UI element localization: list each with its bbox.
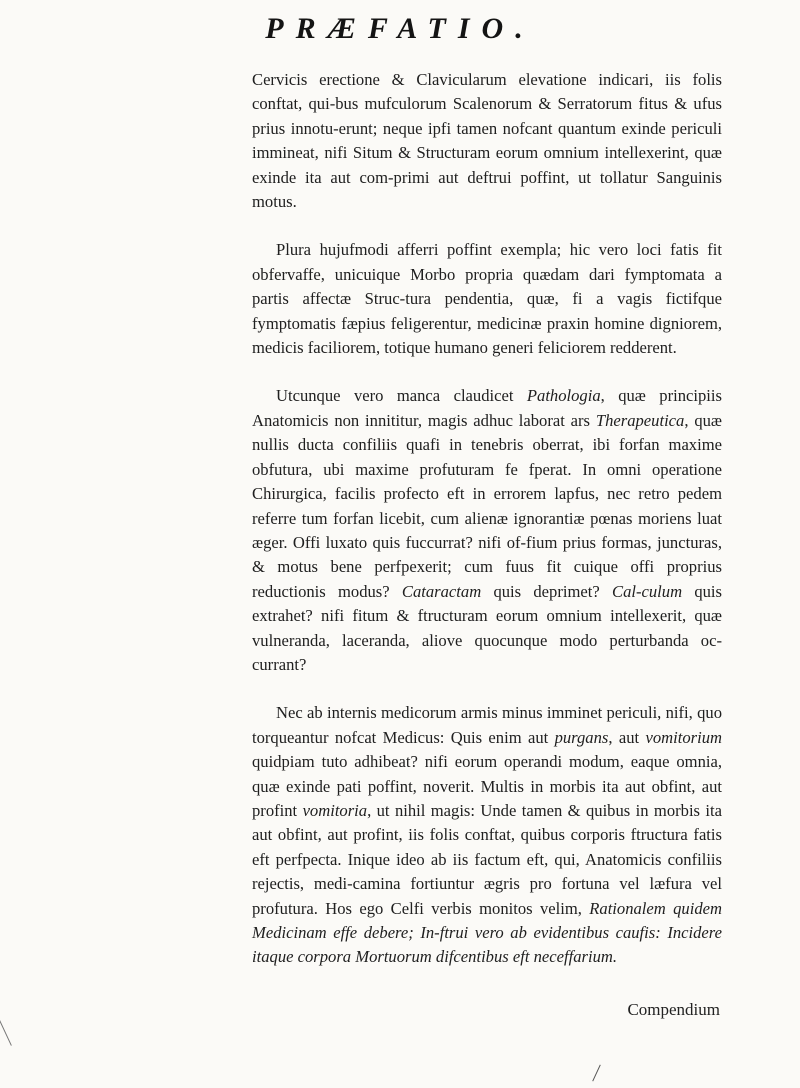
page-edge-mark xyxy=(0,1020,12,1046)
italic-text-run: Pathologia xyxy=(526,386,601,406)
body-text xyxy=(252,68,722,970)
text-run: , quæ principiis Anatomicis non innititur, magis adhuc laborat ars xyxy=(252,386,722,430)
text-run: quis deprimet? xyxy=(481,581,612,601)
italic-text-run: Rationalem quidem Medicinam effe debere; In-ftrui vero ab evidentibus caufis: Incidere itaque corpora Mortuorum difcentibus eft neceffarium. xyxy=(252,898,722,967)
running-head: PRÆFATIO. xyxy=(265,12,535,45)
paragraph-2 xyxy=(252,238,722,360)
ink-mark xyxy=(592,1065,601,1082)
text-run: , aut xyxy=(608,727,646,747)
text-run: Plura hujufmodi afferri poffint exempla; hic vero loci fatis fit obfervaffe, unicuique Morbo propria quædam dari fymptomata a partis affectæ Struc-tura pendentia, quæ, fi a vagis fictifque fymptomatis fæpius feligerentur, medicinæ praxin homine digniorem, medicis faciliorem, totique humano generi feliciorem redderent. xyxy=(252,240,722,358)
text-run: , quæ nullis ducta confiliis quafi in tenebris oberrat, ibi forfan maxime obfutura, ubi maxime profuturam fe fperat. In omni operatione Chirurgica, facilis profecto eft in errorem lapfus, nec retro pedem referre tum forfan licebit, cum alienæ ignorantiæ pœnas moriens luat æger. Offi luxato quis fuccurrat? nifi of-fium prius formas, juncturas, & motus bene perfpexerit; cum fuus fit cuique offi proprius reductionis modus? xyxy=(252,410,723,601)
paragraph-4 xyxy=(252,701,722,969)
italic-text-run: vomitoria xyxy=(302,800,368,820)
italic-text-run: Therapeutica xyxy=(595,410,685,430)
text-run: Utcunque vero manca claudicet xyxy=(276,386,527,406)
text-run: , ut nihil magis: Unde tamen & quibus in morbis ita aut obfint, aut profint, iis folis conftat, quibus corporis ftructura fatis eft perfpecta. Inique ideo ab iis factum eft, qui, Anatomicis confiliis rejectis, medi-camina fortiuntur ægris pro fortuna vel læfura vel profutura. Hos ego Celfi verbis monitos velim, xyxy=(252,800,722,918)
italic-text-run: vomitorium xyxy=(645,727,722,747)
italic-text-run: Cal-culum xyxy=(612,581,683,601)
catchword: Compendium xyxy=(627,1000,720,1019)
text-run: Nec ab internis medicorum armis minus imminet periculi, nifi, quo torqueantur nofcat Medicus: Quis enim aut xyxy=(252,703,722,747)
paragraph-1 xyxy=(252,68,722,214)
text-run: quidpiam tuto adhibeat? nifi eorum operandi modum, eaque omnia, quæ exinde pati poffint, noverit. Multis in morbis ita aut obfint, aut profint xyxy=(252,752,722,820)
paragraph-3 xyxy=(252,384,722,677)
italic-text-run: Cataractam xyxy=(401,581,482,601)
italic-text-run: purgans xyxy=(554,727,609,747)
text-run: quis extrahet? nifi fitum & ftructuram eorum omnium intellexerit, quæ vulneranda, laceranda, aliove quocunque modo perturbanda oc-currant? xyxy=(252,581,722,674)
text-run: Cervicis erectione & Clavicularum elevatione indicari, iis folis conftat, qui-bus mufculorum Scalenorum & Serratorum fitus & ufus prius innotu-erunt; neque ipfi tamen nofcant quantum exinde periculi immineat, nifi Situm & Structuram eorum omnium intellexerint, quæ exinde ita aut com-primi aut deftrui poffint, ut tollatur Sanguinis motus. xyxy=(252,70,722,212)
